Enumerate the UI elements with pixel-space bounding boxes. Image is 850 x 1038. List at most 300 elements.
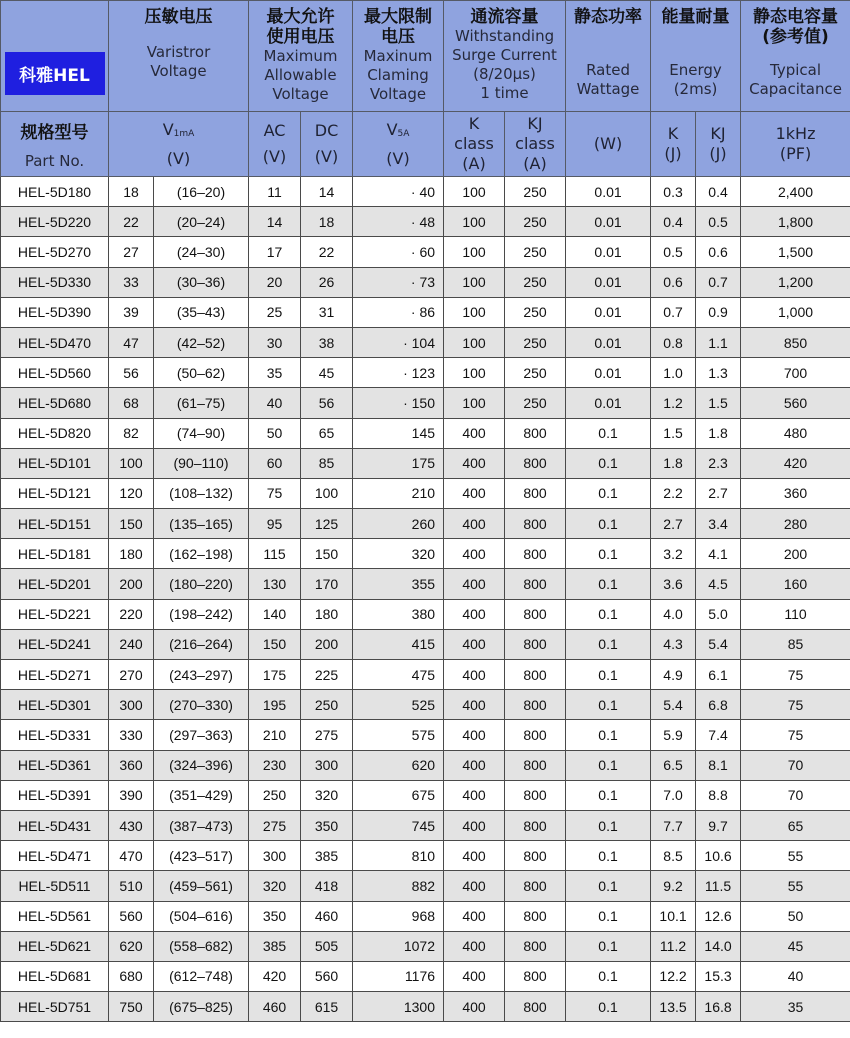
subheader-energy-k: K (J) [651,112,696,177]
cell-energy-k: 4.3 [651,629,696,659]
cell-ac-voltage: 275 [249,810,301,840]
cell-v5a-clamp: · 104 [353,327,444,357]
cell-energy-kj: 0.6 [696,237,741,267]
cell-energy-k: 7.0 [651,780,696,810]
cell-rated-wattage: 0.1 [566,509,651,539]
cell-v1ma-range: (504–616) [154,901,249,931]
cell-v5a-clamp: 1300 [353,992,444,1022]
cell-energy-k: 6.5 [651,750,696,780]
cell-energy-k: 1.0 [651,358,696,388]
cell-ac-voltage: 130 [249,569,301,599]
cell-v5a-clamp: · 150 [353,388,444,418]
cell-capacitance: 480 [741,418,850,448]
cell-ac-voltage: 40 [249,388,301,418]
cell-energy-kj: 5.4 [696,629,741,659]
cell-dc-voltage: 350 [301,810,353,840]
cell-ac-voltage: 115 [249,539,301,569]
cell-kj-class-current: 800 [505,931,566,961]
cell-energy-kj: 15.3 [696,961,741,991]
cell-v1ma-nominal: 560 [109,901,154,931]
table-row [1,569,850,599]
cell-rated-wattage: 0.1 [566,931,651,961]
cell-energy-kj: 8.8 [696,780,741,810]
cell-v1ma-range: (297–363) [154,720,249,750]
cell-rated-wattage: 0.1 [566,871,651,901]
cell-ac-voltage: 60 [249,448,301,478]
cell-k-class-current: 400 [444,690,505,720]
cell-rated-wattage: 0.1 [566,418,651,448]
cell-v1ma-nominal: 120 [109,478,154,508]
cell-v5a-clamp: 882 [353,871,444,901]
cell-v1ma-nominal: 22 [109,207,154,237]
cell-rated-wattage: 0.1 [566,992,651,1022]
cell-ac-voltage: 17 [249,237,301,267]
cell-v1ma-range: (108–132) [154,478,249,508]
cell-ac-voltage: 11 [249,177,301,207]
cell-part-no: HEL-5D361 [1,750,109,780]
cell-part-no: HEL-5D220 [1,207,109,237]
cell-dc-voltage: 460 [301,901,353,931]
cell-v1ma-range: (24–30) [154,237,249,267]
cell-energy-k: 1.5 [651,418,696,448]
cell-v1ma-range: (324–396) [154,750,249,780]
cell-rated-wattage: 0.1 [566,901,651,931]
cell-kj-class-current: 250 [505,237,566,267]
cell-capacitance: 35 [741,992,850,1022]
cell-v5a-clamp: 355 [353,569,444,599]
cell-rated-wattage: 0.1 [566,810,651,840]
cell-capacitance: 55 [741,841,850,871]
cell-energy-k: 2.2 [651,478,696,508]
cell-dc-voltage: 18 [301,207,353,237]
cell-energy-kj: 9.7 [696,810,741,840]
cell-part-no: HEL-5D151 [1,509,109,539]
subheader-ac: AC (V) [249,112,301,177]
cell-kj-class-current: 800 [505,901,566,931]
cell-rated-wattage: 0.1 [566,690,651,720]
cell-v1ma-nominal: 300 [109,690,154,720]
cell-capacitance: 2,400 [741,177,850,207]
subheader-v5a: $V_{5A}$ (V) [353,112,444,177]
cell-part-no: HEL-5D680 [1,388,109,418]
table-row [1,961,850,991]
subheader-v1ma: $V_{1mA}$ (V) [109,112,249,177]
cell-capacitance: 55 [741,871,850,901]
cell-ac-voltage: 35 [249,358,301,388]
cell-dc-voltage: 200 [301,629,353,659]
cell-v1ma-nominal: 180 [109,539,154,569]
cell-v1ma-nominal: 330 [109,720,154,750]
table-row [1,810,850,840]
cell-energy-kj: 7.4 [696,720,741,750]
cell-v1ma-nominal: 33 [109,267,154,297]
cell-rated-wattage: 0.01 [566,267,651,297]
cell-v5a-clamp: 675 [353,780,444,810]
cell-rated-wattage: 0.01 [566,207,651,237]
cell-energy-k: 0.8 [651,327,696,357]
cell-v1ma-nominal: 39 [109,297,154,327]
cell-dc-voltage: 275 [301,720,353,750]
cell-dc-voltage: 125 [301,509,353,539]
cell-dc-voltage: 385 [301,841,353,871]
cell-dc-voltage: 22 [301,237,353,267]
cell-rated-wattage: 0.1 [566,448,651,478]
cell-v1ma-range: (612–748) [154,961,249,991]
cell-dc-voltage: 250 [301,690,353,720]
cell-energy-k: 8.5 [651,841,696,871]
logo-cell [1,1,109,112]
cell-kj-class-current: 800 [505,780,566,810]
table-row [1,841,850,871]
cell-v1ma-range: (270–330) [154,690,249,720]
cell-part-no: HEL-5D270 [1,237,109,267]
cell-k-class-current: 100 [444,358,505,388]
cell-v1ma-range: (459–561) [154,871,249,901]
cell-kj-class-current: 800 [505,720,566,750]
cell-k-class-current: 100 [444,327,505,357]
table-row [1,931,850,961]
cell-energy-kj: 11.5 [696,871,741,901]
cell-energy-k: 7.7 [651,810,696,840]
cell-v5a-clamp: · 40 [353,177,444,207]
cell-dc-voltage: 320 [301,780,353,810]
cell-rated-wattage: 0.1 [566,629,651,659]
cell-k-class-current: 400 [444,992,505,1022]
cell-dc-voltage: 65 [301,418,353,448]
cell-capacitance: 45 [741,931,850,961]
cell-part-no: HEL-5D121 [1,478,109,508]
cell-capacitance: 280 [741,509,850,539]
cell-v5a-clamp: · 86 [353,297,444,327]
cell-ac-voltage: 25 [249,297,301,327]
cell-energy-kj: 5.0 [696,599,741,629]
cell-energy-kj: 1.5 [696,388,741,418]
cell-v1ma-nominal: 27 [109,237,154,267]
cell-v5a-clamp: 745 [353,810,444,840]
cell-v1ma-range: (42–52) [154,327,249,357]
table-body [1,177,850,1022]
cell-rated-wattage: 0.1 [566,780,651,810]
cell-energy-kj: 3.4 [696,509,741,539]
cell-v5a-clamp: 1072 [353,931,444,961]
cell-v1ma-range: (20–24) [154,207,249,237]
cell-ac-voltage: 250 [249,780,301,810]
cell-rated-wattage: 0.01 [566,358,651,388]
cell-capacitance: 160 [741,569,850,599]
cell-rated-wattage: 0.1 [566,569,651,599]
cell-capacitance: 850 [741,327,850,357]
cell-rated-wattage: 0.01 [566,388,651,418]
table-row [1,871,850,901]
cell-v5a-clamp: · 60 [353,237,444,267]
cell-ac-voltage: 210 [249,720,301,750]
cell-part-no: HEL-5D621 [1,931,109,961]
cell-energy-k: 0.6 [651,267,696,297]
cell-dc-voltage: 38 [301,327,353,357]
cell-v5a-clamp: 145 [353,418,444,448]
table-row [1,478,850,508]
cell-v5a-clamp: 415 [353,629,444,659]
cell-k-class-current: 400 [444,599,505,629]
cell-dc-voltage: 85 [301,448,353,478]
table-header [1,1,850,177]
cell-kj-class-current: 800 [505,539,566,569]
cell-part-no: HEL-5D511 [1,871,109,901]
cell-rated-wattage: 0.01 [566,327,651,357]
cell-v5a-clamp: 810 [353,841,444,871]
header-surge-current: 通流容量 Withstanding Surge Current (8/20μs) 1 time [444,1,566,112]
table-row [1,599,850,629]
cell-v1ma-range: (16–20) [154,177,249,207]
table-row [1,297,850,327]
table-row [1,690,850,720]
cell-kj-class-current: 800 [505,418,566,448]
cell-kj-class-current: 250 [505,207,566,237]
cell-k-class-current: 100 [444,207,505,237]
cell-kj-class-current: 250 [505,358,566,388]
cell-v1ma-range: (162–198) [154,539,249,569]
cell-energy-k: 2.7 [651,509,696,539]
cell-part-no: HEL-5D241 [1,629,109,659]
cell-v1ma-range: (35–43) [154,297,249,327]
cell-ac-voltage: 195 [249,690,301,720]
cell-k-class-current: 400 [444,810,505,840]
cell-part-no: HEL-5D471 [1,841,109,871]
cell-energy-kj: 2.7 [696,478,741,508]
cell-rated-wattage: 0.1 [566,961,651,991]
cell-capacitance: 1,500 [741,237,850,267]
cell-energy-k: 11.2 [651,931,696,961]
cell-ac-voltage: 230 [249,750,301,780]
cell-v5a-clamp: · 48 [353,207,444,237]
cell-k-class-current: 400 [444,539,505,569]
cell-v5a-clamp: 968 [353,901,444,931]
cell-v1ma-range: (558–682) [154,931,249,961]
cell-v5a-clamp: 620 [353,750,444,780]
cell-capacitance: 1,000 [741,297,850,327]
cell-capacitance: 70 [741,780,850,810]
cell-kj-class-current: 800 [505,660,566,690]
cell-kj-class-current: 250 [505,267,566,297]
cell-k-class-current: 400 [444,841,505,871]
cell-v1ma-nominal: 620 [109,931,154,961]
cell-energy-kj: 6.8 [696,690,741,720]
cell-dc-voltage: 150 [301,539,353,569]
cell-energy-kj: 16.8 [696,992,741,1022]
cell-energy-kj: 1.8 [696,418,741,448]
cell-part-no: HEL-5D301 [1,690,109,720]
cell-v1ma-nominal: 220 [109,599,154,629]
cell-v5a-clamp: 525 [353,690,444,720]
cell-v1ma-range: (180–220) [154,569,249,599]
header-energy: 能量耐量 Energy (2ms) [651,1,741,112]
cell-energy-kj: 8.1 [696,750,741,780]
cell-kj-class-current: 250 [505,297,566,327]
cell-k-class-current: 400 [444,780,505,810]
cell-k-class-current: 400 [444,901,505,931]
cell-kj-class-current: 800 [505,871,566,901]
cell-rated-wattage: 0.01 [566,297,651,327]
table-row [1,418,850,448]
cell-ac-voltage: 140 [249,599,301,629]
table-row [1,327,850,357]
cell-energy-kj: 0.7 [696,267,741,297]
cell-part-no: HEL-5D101 [1,448,109,478]
cell-energy-k: 0.3 [651,177,696,207]
cell-v1ma-nominal: 47 [109,327,154,357]
cell-v5a-clamp: 380 [353,599,444,629]
cell-kj-class-current: 250 [505,388,566,418]
cell-energy-k: 12.2 [651,961,696,991]
cell-energy-k: 4.0 [651,599,696,629]
brand-logo: 科雅HEL [5,52,105,95]
cell-kj-class-current: 800 [505,448,566,478]
cell-capacitance: 70 [741,750,850,780]
cell-part-no: HEL-5D391 [1,780,109,810]
cell-energy-k: 0.7 [651,297,696,327]
header-varistor-voltage: 压敏电压 Varistror Voltage [109,1,249,112]
cell-rated-wattage: 0.1 [566,750,651,780]
cell-v5a-clamp: 575 [353,720,444,750]
header-rated-wattage: 静态功率 Rated Wattage [566,1,651,112]
cell-rated-wattage: 0.1 [566,478,651,508]
table-row [1,901,850,931]
cell-v1ma-range: (387–473) [154,810,249,840]
cell-energy-kj: 4.1 [696,539,741,569]
cell-capacitance: 560 [741,388,850,418]
cell-capacitance: 75 [741,690,850,720]
cell-dc-voltage: 560 [301,961,353,991]
cell-energy-kj: 6.1 [696,660,741,690]
cell-energy-k: 9.2 [651,871,696,901]
cell-k-class-current: 400 [444,629,505,659]
cell-ac-voltage: 150 [249,629,301,659]
cell-capacitance: 110 [741,599,850,629]
cell-k-class-current: 400 [444,750,505,780]
cell-energy-k: 1.2 [651,388,696,418]
cell-kj-class-current: 800 [505,992,566,1022]
cell-v1ma-nominal: 270 [109,660,154,690]
cell-v1ma-nominal: 680 [109,961,154,991]
cell-dc-voltage: 45 [301,358,353,388]
cell-v1ma-range: (198–242) [154,599,249,629]
cell-ac-voltage: 50 [249,418,301,448]
cell-capacitance: 420 [741,448,850,478]
table-row [1,539,850,569]
cell-energy-kj: 1.3 [696,358,741,388]
cell-v1ma-nominal: 390 [109,780,154,810]
cell-capacitance: 75 [741,720,850,750]
cell-v5a-clamp: 320 [353,539,444,569]
cell-dc-voltage: 225 [301,660,353,690]
cell-energy-k: 4.9 [651,660,696,690]
cell-k-class-current: 400 [444,418,505,448]
cell-energy-k: 0.5 [651,237,696,267]
subheader-energy-kj: KJ (J) [696,112,741,177]
subheader-kj-class: KJ class (A) [505,112,566,177]
cell-k-class-current: 400 [444,509,505,539]
cell-v1ma-nominal: 750 [109,992,154,1022]
cell-v1ma-nominal: 470 [109,841,154,871]
cell-rated-wattage: 0.1 [566,841,651,871]
cell-capacitance: 65 [741,810,850,840]
cell-v1ma-nominal: 68 [109,388,154,418]
cell-dc-voltage: 505 [301,931,353,961]
cell-k-class-current: 100 [444,237,505,267]
table-row [1,448,850,478]
cell-v5a-clamp: 475 [353,660,444,690]
cell-kj-class-current: 250 [505,177,566,207]
cell-k-class-current: 400 [444,660,505,690]
cell-kj-class-current: 800 [505,961,566,991]
cell-dc-voltage: 418 [301,871,353,901]
cell-v1ma-range: (74–90) [154,418,249,448]
subheader-watt: (W) [566,112,651,177]
cell-capacitance: 85 [741,629,850,659]
subheader-dc: DC (V) [301,112,353,177]
cell-kj-class-current: 250 [505,327,566,357]
cell-part-no: HEL-5D330 [1,267,109,297]
header-capacitance: 静态电容量 (参考值) Typical Capacitance [741,1,850,112]
cell-k-class-current: 400 [444,448,505,478]
cell-k-class-current: 400 [444,569,505,599]
cell-energy-kj: 12.6 [696,901,741,931]
cell-v1ma-range: (216–264) [154,629,249,659]
cell-k-class-current: 400 [444,931,505,961]
cell-v1ma-range: (61–75) [154,388,249,418]
cell-v1ma-range: (30–36) [154,267,249,297]
cell-rated-wattage: 0.01 [566,237,651,267]
cell-capacitance: 700 [741,358,850,388]
subheader-k-class: K class (A) [444,112,505,177]
cell-ac-voltage: 420 [249,961,301,991]
cell-kj-class-current: 800 [505,599,566,629]
cell-v1ma-range: (243–297) [154,660,249,690]
cell-capacitance: 50 [741,901,850,931]
cell-kj-class-current: 800 [505,629,566,659]
cell-k-class-current: 100 [444,297,505,327]
cell-ac-voltage: 30 [249,327,301,357]
cell-energy-k: 5.4 [651,690,696,720]
cell-v5a-clamp: 260 [353,509,444,539]
cell-v1ma-nominal: 18 [109,177,154,207]
cell-energy-kj: 14.0 [696,931,741,961]
cell-part-no: HEL-5D180 [1,177,109,207]
cell-ac-voltage: 385 [249,931,301,961]
cell-kj-class-current: 800 [505,810,566,840]
cell-ac-voltage: 20 [249,267,301,297]
cell-v5a-clamp: 175 [353,448,444,478]
cell-energy-k: 3.2 [651,539,696,569]
cell-energy-kj: 0.4 [696,177,741,207]
cell-dc-voltage: 26 [301,267,353,297]
subheader-capacitance: 1kHz (PF) [741,112,850,177]
cell-energy-kj: 1.1 [696,327,741,357]
cell-v1ma-nominal: 430 [109,810,154,840]
cell-v1ma-nominal: 100 [109,448,154,478]
cell-part-no: HEL-5D751 [1,992,109,1022]
cell-dc-voltage: 615 [301,992,353,1022]
cell-v5a-clamp: · 73 [353,267,444,297]
cell-part-no: HEL-5D221 [1,599,109,629]
cell-part-no: HEL-5D271 [1,660,109,690]
cell-kj-class-current: 800 [505,509,566,539]
cell-v1ma-nominal: 510 [109,871,154,901]
cell-k-class-current: 100 [444,177,505,207]
cell-rated-wattage: 0.1 [566,720,651,750]
cell-dc-voltage: 100 [301,478,353,508]
cell-part-no: HEL-5D560 [1,358,109,388]
